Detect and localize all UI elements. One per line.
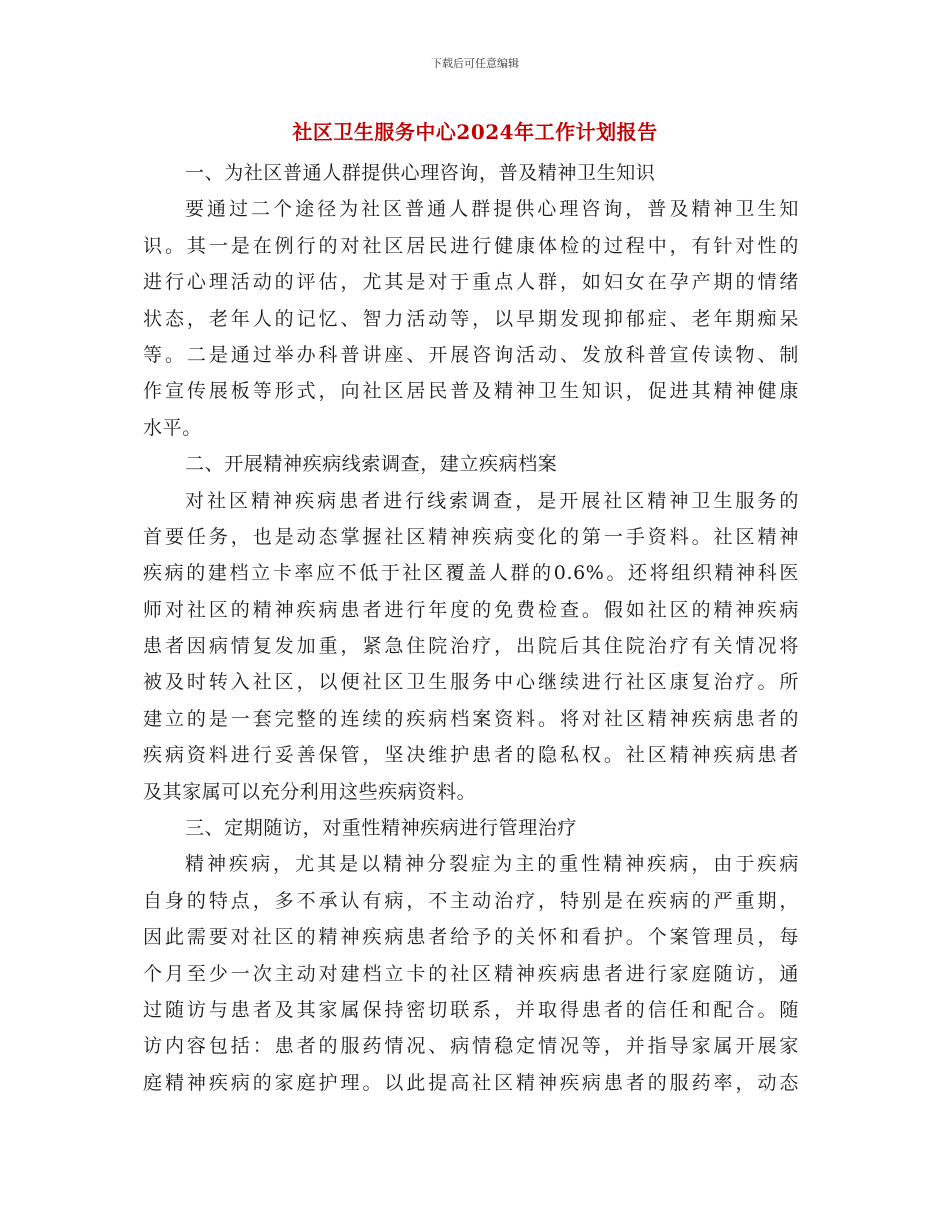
text-line: 等。二是通过举办科普讲座、开展咨询活动、发放科普宣传读物、制 — [143, 343, 799, 366]
text-line: 疾病资料进行妥善保管，坚决维护患者的隐私权。社区精神疾病患者 — [143, 744, 799, 767]
text-line: 进行心理活动的评估，尤其是对于重点人群，如妇女在孕产期的情绪 — [143, 271, 799, 294]
text-line: 建立的是一套完整的连续的疾病档案资料。将对社区精神疾病患者的 — [143, 707, 799, 730]
text-line: 要通过二个途径为社区普通人群提供心理咨询，普及精神卫生知 — [185, 198, 799, 221]
text-line: 状态，老年人的记忆、智力活动等，以早期发现抑郁症、老年期痴呆 — [143, 307, 799, 330]
text-line: 首要任务，也是动态掌握社区精神疾病变化的第一手资料。社区精神 — [143, 525, 799, 548]
text-line: 疾病的建档立卡率应不低于社区覆盖人群的0.6%。还将组织精神科医 — [143, 562, 799, 585]
text-line: 水平。 — [143, 416, 202, 439]
text-line: 二、开展精神疾病线索调查，建立疾病档案 — [185, 453, 558, 476]
text-line: 作宣传展板等形式，向社区居民普及精神卫生知识，促进其精神健康 — [143, 380, 799, 403]
text-line: 患者因病情复发加重，紧急住院治疗，出院后其住院治疗有关情况将 — [143, 635, 799, 658]
text-line: 对社区精神疾病患者进行线索调查，是开展社区精神卫生服务的 — [185, 489, 799, 512]
text-line: 庭精神疾病的家庭护理。以此提高社区精神疾病患者的服药率，动态 — [143, 1071, 799, 1094]
text-line: 识。其一是在例行的对社区居民进行健康体检的过程中，有针对性的 — [143, 234, 799, 257]
text-line: 精神疾病，尤其是以精神分裂症为主的重性精神疾病，由于疾病 — [185, 853, 799, 876]
text-line: 被及时转入社区，以便社区卫生服务中心继续进行社区康复治疗。所 — [143, 671, 799, 694]
document-title: 社区卫生服务中心2024年工作计划报告 — [292, 120, 658, 144]
text-line: 及其家属可以充分利用这些疾病资料。 — [143, 780, 477, 803]
text-line: 访内容包括：患者的服药情况、病情稳定情况等，并指导家属开展家 — [143, 1035, 799, 1058]
text-line: 过随访与患者及其家属保持密切联系，并取得患者的信任和配合。随 — [143, 998, 799, 1021]
text-line: 个月至少一次主动对建档立卡的社区精神疾病患者进行家庭随访，通 — [143, 962, 799, 985]
text-line: 师对社区的精神疾病患者进行年度的免费检查。假如社区的精神疾病 — [143, 598, 799, 621]
body-text — [143, 155, 799, 1101]
header-note: 下载后可任意编辑 — [431, 57, 519, 70]
text-line: 自身的特点，多不承认有病，不主动治疗，特别是在疾病的严重期， — [143, 889, 799, 912]
text-line: 三、定期随访，对重性精神疾病进行管理治疗 — [185, 817, 578, 840]
text-line: 一、为社区普通人群提供心理咨询，普及精神卫生知识 — [185, 162, 656, 184]
text-line: 因此需要对社区的精神疾病患者给予的关怀和看护。个案管理员，每 — [143, 926, 799, 949]
